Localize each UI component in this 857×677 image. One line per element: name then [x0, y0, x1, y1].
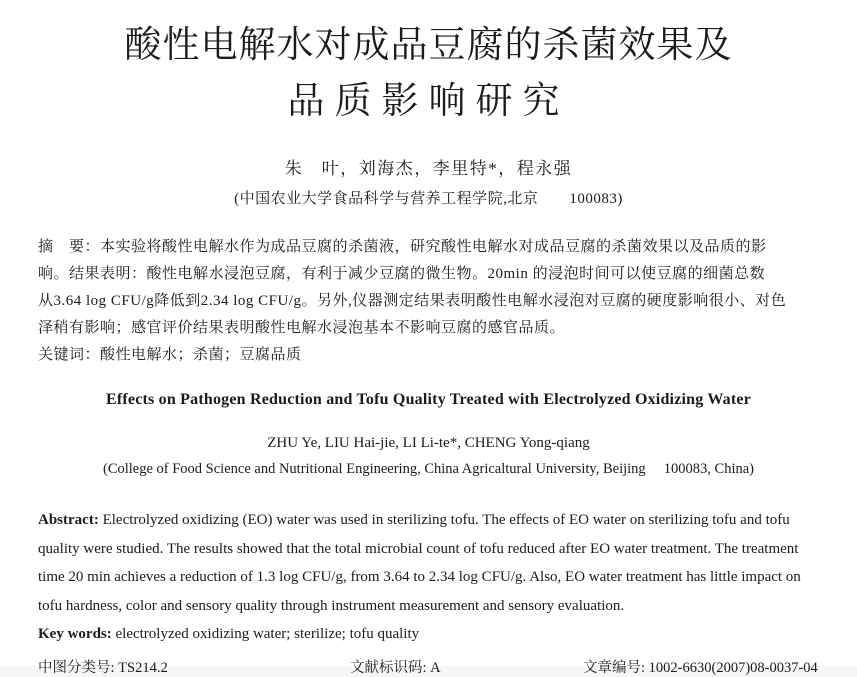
keywords-en-text: electrolyzed oxidizing water; sterilize; tofu quality — [115, 626, 420, 642]
paper-title-cn-line1: 酸性电解水对成品豆腐的杀菌效果及 — [124, 25, 733, 66]
paper-title-en: Effects on Pathogen Reduction and Tofu Quality Treated with Electrolyzed Oxidizing Water — [105, 391, 752, 408]
abstract-cn — [38, 234, 819, 369]
keywords-cn-label: 关键词： — [38, 347, 101, 363]
keywords-en-label: Key words: — [38, 626, 112, 642]
abstract-en-line-3: time 20 min achieves a reduction of 1.3 log CFU/g, from 3.64 to 2.34 log CFU/g. Also, EO water treatment has little impact on — [38, 569, 801, 585]
abstract-cn-line-1: 摘 要：本实验将酸性电解水作为成品豆腐的杀菌液，研究酸性电解水对成品豆腐的杀菌效果以及品质的影 — [38, 239, 767, 255]
paper-title-cn — [38, 18, 819, 130]
abstract-cn-line-3: 从3.64 log CFU/g降低到2.34 log CFU/g。另外,仪器测定结果表明酸性电解水浸泡对豆腐的硬度影响很小、对色 — [38, 293, 787, 309]
keywords-cn — [38, 342, 819, 369]
clc-value: TS214.2 — [118, 659, 168, 676]
document-code — [350, 656, 583, 677]
abstract-en-line-4: tofu hardness, color and sensory quality through instrument measurement and sensory evaluation. — [38, 597, 625, 614]
article-id — [583, 656, 819, 677]
abstract-cn-line-2: 响。结果表明：酸性电解水浸泡豆腐，有利于减少豆腐的微生物。20min 的浸泡时间可以使豆腐的细菌总数 — [38, 266, 766, 282]
document-code-value: A — [430, 659, 441, 676]
paper-title-cn-line2: 品质影响研究 — [287, 81, 570, 122]
affiliation-en: (College of Food Science and Nutritional Engineering, China Agricaltural University, Beijing 100083, China) — [102, 461, 755, 477]
abstract-en — [38, 506, 819, 649]
clc-number — [38, 656, 350, 677]
abstract-en-line-1: Abstract: Electrolyzed oxidizing (EO) water was used in sterilizing tofu. The effects of EO water on sterilizing tofu and tofu — [38, 512, 790, 528]
article-meta-row — [38, 656, 819, 677]
abstract-en-line-2: quality were studied. The results showed that the total microbial count of tofu reduced after EO water treatment. The treatment — [38, 540, 799, 557]
abstract-cn-line-4: 泽稍有影响；感官评价结果表明酸性电解水浸泡基本不影响豆腐的感官品质。 — [38, 320, 566, 336]
article-id-label: 文章编号: — [583, 659, 649, 676]
article-id-value: 1002-6630(2007)08-0037-04 — [648, 659, 818, 676]
keywords-cn-text: 酸性电解水；杀菌；豆腐品质 — [100, 347, 302, 363]
authors-en: ZHU Ye, LIU Hai-jie, LI Li-te*, CHENG Yong-qiang — [267, 435, 590, 451]
affiliation-cn: (中国农业大学食品科学与营养工程学院,北京 100083) — [234, 191, 623, 207]
authors-cn: 朱 叶，刘海杰，李里特*，程永强 — [284, 159, 573, 178]
abstract-en-label: Abstract: — [38, 512, 99, 528]
keywords-en — [38, 620, 819, 649]
document-code-label: 文献标识码: — [350, 659, 431, 676]
abstract-cn-label: 摘 要： — [38, 239, 101, 255]
clc-label: 中图分类号: — [38, 659, 119, 676]
